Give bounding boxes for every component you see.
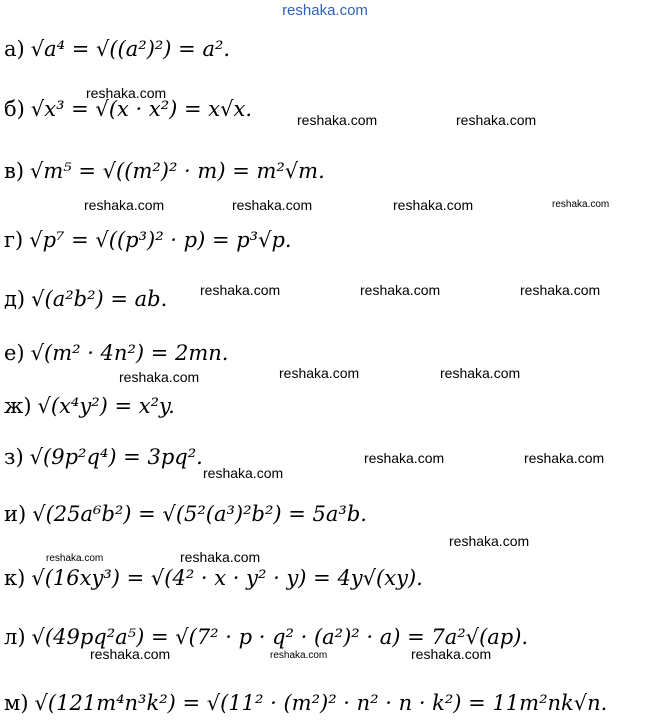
- item-label: в): [4, 159, 25, 183]
- watermark: reshaka.com: [203, 465, 284, 481]
- equation-z: [4, 442, 203, 472]
- item-label: б): [4, 97, 25, 121]
- expression: √(49pq²a⁵) = √(7² · p · q² · (a²)² · a) = 7a²√(ap).: [31, 625, 529, 649]
- equation-i: [4, 499, 367, 529]
- watermark: reshaka.com: [360, 282, 441, 298]
- watermark: reshaka.com: [297, 112, 378, 128]
- watermark: reshaka.com: [456, 112, 537, 128]
- item-label: м): [4, 691, 29, 715]
- expression: √m⁵ = √((m²)² · m) = m²√m.: [30, 159, 325, 183]
- expression: √x³ = √(x · x²) = x√x.: [30, 97, 253, 121]
- item-label: к): [4, 566, 26, 590]
- watermark: reshaka.com: [411, 646, 492, 662]
- item-label: з): [4, 445, 24, 469]
- watermark: reshaka.com: [552, 199, 610, 210]
- watermark: reshaka.com: [46, 553, 104, 564]
- watermark: reshaka.com: [232, 197, 313, 213]
- watermark: reshaka.com: [119, 369, 200, 385]
- equation-k: [4, 563, 423, 593]
- watermark: reshaka.com: [279, 365, 360, 381]
- item-label: д): [4, 287, 26, 311]
- watermark: reshaka.com: [200, 282, 281, 298]
- item-label: г): [4, 228, 24, 252]
- item-label: и): [4, 502, 27, 526]
- item-label: л): [4, 625, 26, 649]
- equation-v: [4, 156, 325, 186]
- expression: √p⁷ = √((p³)² · p) = p³√p.: [29, 228, 292, 252]
- equation-d: [4, 284, 167, 314]
- equation-zh: [4, 391, 175, 421]
- equation-m: [4, 688, 607, 718]
- expression: √(25a⁶b²) = √(5²(a³)²b²) = 5a³b.: [32, 502, 367, 526]
- equation-e: [4, 338, 228, 368]
- expression: √(9p²q⁴) = 3pq².: [29, 445, 203, 469]
- expression: √(x⁴y²) = x²y.: [37, 394, 175, 418]
- watermark: reshaka.com: [524, 450, 605, 466]
- watermark: reshaka.com: [393, 197, 474, 213]
- watermark: reshaka.com: [180, 549, 261, 565]
- watermark: reshaka.com: [520, 282, 601, 298]
- watermark: reshaka.com: [84, 197, 165, 213]
- expression: √(16xy³) = √(4² · x · y² · y) = 4y√(xy).: [31, 566, 423, 590]
- watermark: reshaka.com: [86, 85, 167, 101]
- watermark: reshaka.com: [90, 646, 171, 662]
- watermark: reshaka.com: [440, 365, 521, 381]
- expression: √a⁴ = √((a²)²) = a².: [30, 37, 231, 61]
- watermark: reshaka.com: [364, 450, 445, 466]
- item-label: ж): [4, 394, 32, 418]
- equation-a: [4, 34, 230, 64]
- watermark: reshaka.com: [270, 650, 328, 661]
- item-label: а): [4, 37, 25, 61]
- equation-g: [4, 225, 292, 255]
- item-label: е): [4, 341, 25, 365]
- expression: √(a²b²) = ab.: [31, 287, 168, 311]
- expression: √(m² · 4n²) = 2mn.: [30, 341, 229, 365]
- site-header[interactable]: reshaka.com: [282, 2, 368, 19]
- watermark: reshaka.com: [449, 533, 530, 549]
- expression: √(121m⁴n³k²) = √(11² · (m²)² · n² · n · k²) = 11m²nk√n.: [34, 691, 608, 715]
